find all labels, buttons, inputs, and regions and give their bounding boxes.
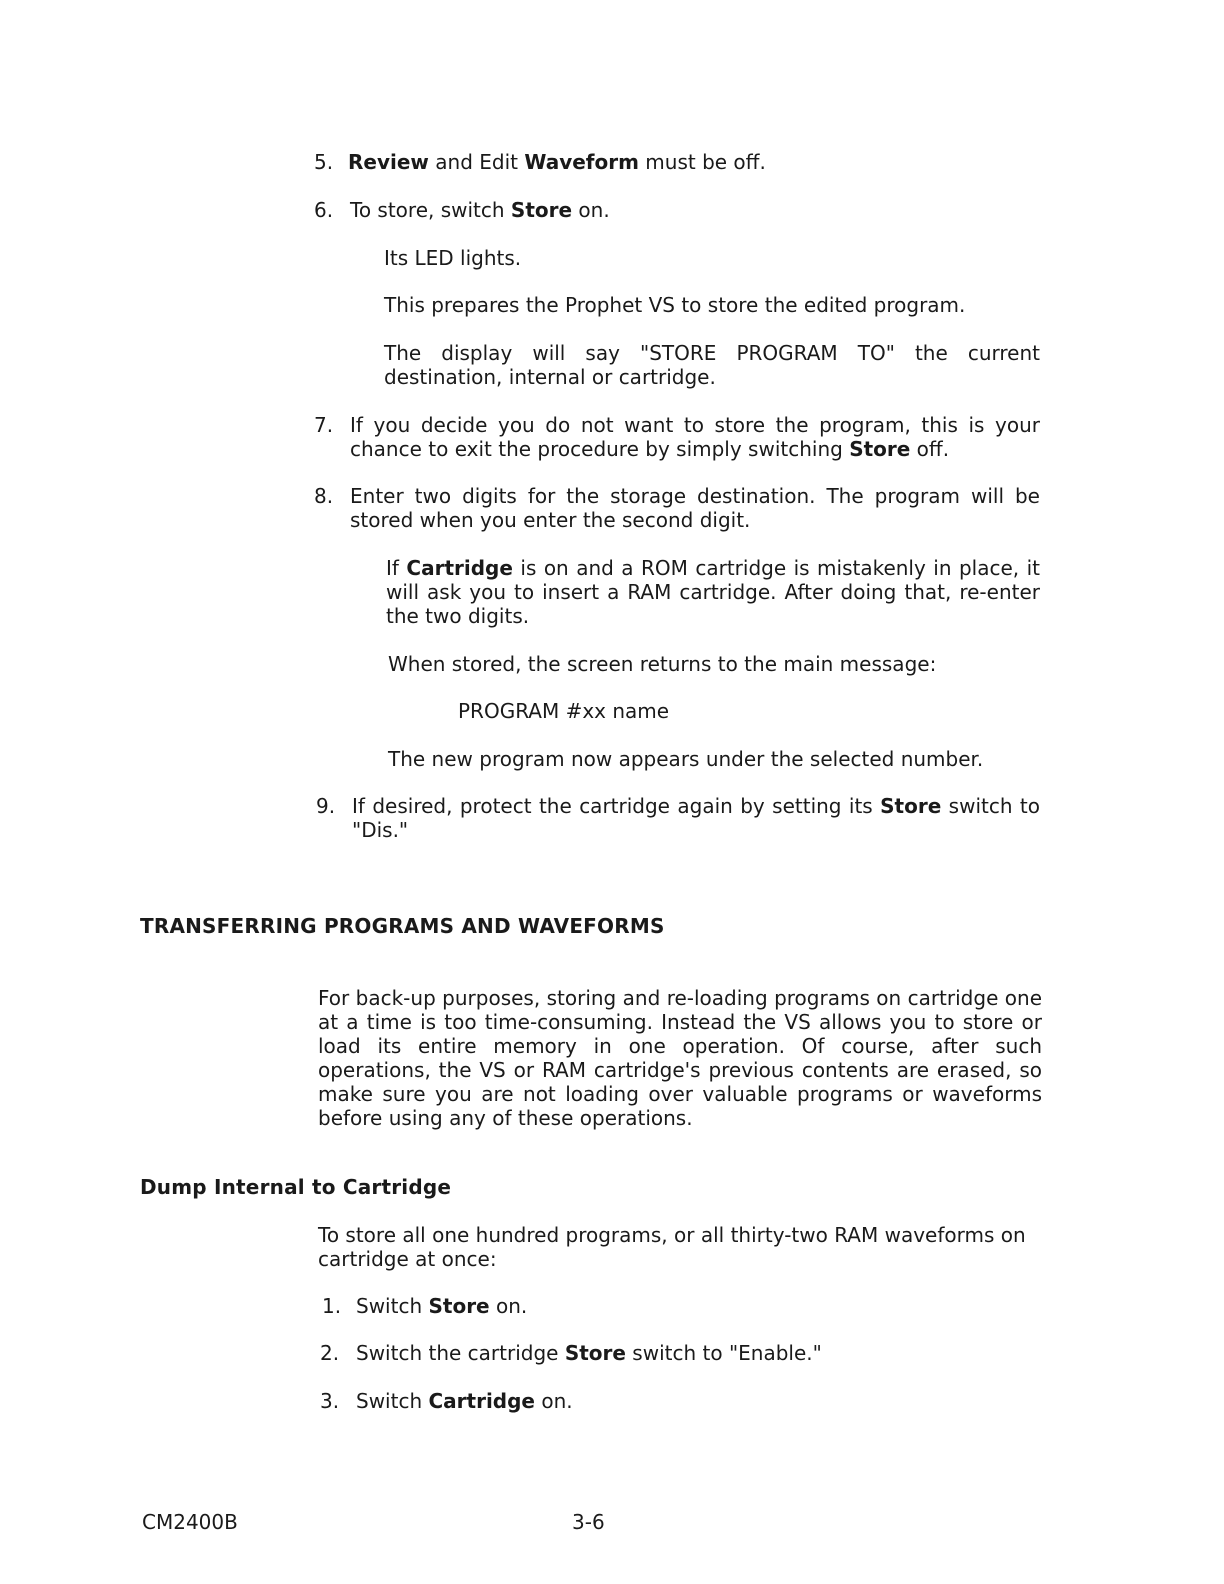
sub-step-3-text: Switch Cartridge on.: [356, 1389, 573, 1413]
step-6-prepare-note: This prepares the Prophet VS to store the edited program.: [384, 293, 966, 317]
step-5: [314, 150, 333, 174]
step-number: 1.: [322, 1294, 342, 1318]
subsection-intro: To store all one hundred programs, or all thirty-two RAM waveforms on cartridge at once:: [318, 1223, 1026, 1271]
step-6-led-note: Its LED lights.: [384, 246, 522, 270]
section-heading: TRANSFERRING PROGRAMS AND WAVEFORMS: [140, 914, 665, 938]
sub-step-2-text: Switch the cartridge Store switch to "Enable.": [356, 1341, 822, 1365]
step-8-new-program-note: The new program now appears under the selected number.: [388, 747, 984, 771]
step-number: 9.: [316, 794, 336, 818]
step-8-text: Enter two digits for the storage destination. The program will be stored when you enter the second digit.: [350, 484, 1040, 532]
step-number: 5.: [314, 150, 334, 174]
step-6: [314, 198, 333, 222]
step-9-text: If desired, protect the cartridge again by setting its Store switch to "Dis.": [352, 794, 1040, 842]
document-code: CM2400B: [142, 1510, 238, 1534]
step-number: 2.: [320, 1341, 340, 1365]
sub-step-1: [322, 1294, 341, 1318]
section-body: For back-up purposes, storing and re-loading programs on cartridge one at a time is too time-consuming. Instead the VS allows you to store or load its entire memory in one operation. Of course, after such operations, the VS or RAM cartridge's previous contents are erased, so make sure you are not loading over valuable programs or waveforms before using any of these operations.: [318, 986, 1042, 1130]
page-number: 3-6: [572, 1510, 605, 1534]
step-9: [316, 794, 335, 818]
step-number: 6.: [314, 198, 334, 222]
step-6-display-note: The display will say "STORE PROGRAM TO" the current destination, internal or cartridge.: [384, 341, 1040, 389]
sub-step-2: [320, 1341, 339, 1365]
step-8-cartridge-note: If Cartridge is on and a ROM cartridge is mistakenly in place, it will ask you to insert a RAM cartridge. After doing that, re-enter the two digits.: [386, 556, 1040, 628]
step-number: 8.: [314, 484, 334, 508]
step-number: 7.: [314, 413, 334, 437]
step-7-text: If you decide you do not want to store the program, this is your chance to exit the procedure by simply switching Store off.: [350, 413, 1040, 461]
sub-step-3: [320, 1389, 339, 1413]
step-8: [314, 484, 333, 508]
step-5-text: Review and Edit Waveform must be off.: [348, 150, 766, 174]
subsection-heading: Dump Internal to Cartridge: [140, 1175, 452, 1199]
step-7: [314, 413, 333, 437]
step-number: 3.: [320, 1389, 340, 1413]
sub-step-1-text: Switch Store on.: [356, 1294, 528, 1318]
step-8-stored-note: When stored, the screen returns to the main message:: [388, 652, 937, 676]
step-6-text: To store, switch Store on.: [350, 198, 610, 222]
program-message: PROGRAM #xx name: [458, 699, 670, 723]
